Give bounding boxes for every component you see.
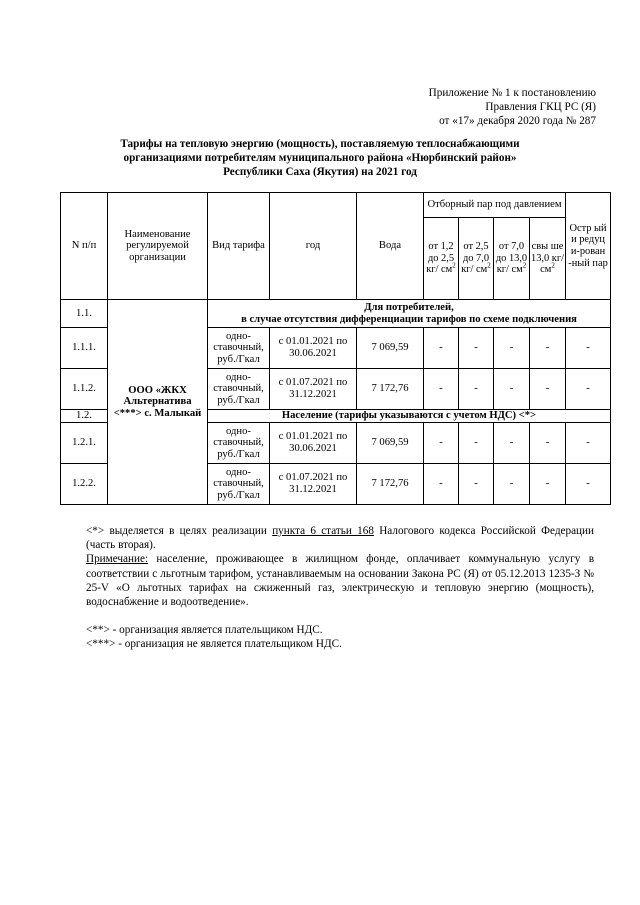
row-num: 1.2.1. [61, 423, 108, 464]
row-sharp-steam: - [566, 464, 611, 505]
spacer [86, 609, 594, 623]
note-remark [86, 552, 594, 609]
approval-line: от «17» декабря 2020 года № 287 [439, 115, 596, 127]
row-steam-3: - [494, 369, 530, 410]
note-text: Налогового кодекса Российской Федерации (часть вторая). [86, 525, 595, 552]
header-steam-1 [424, 218, 459, 300]
row-steam-3: - [494, 423, 530, 464]
row-tariff-type: одно-ставочный, руб./Гкал [208, 423, 270, 464]
document-title [60, 137, 580, 179]
organization-cell: ООО «ЖКХ Альтернатива <***> с. Малыкай [108, 300, 208, 505]
row-period: с 01.07.2021 по 31.12.2021 [270, 464, 357, 505]
superscript: 2 [452, 261, 456, 270]
note-text: <*> выделяется в целях реализации [86, 525, 267, 537]
row-water: 7 172,76 [357, 464, 424, 505]
title-line: Республики Саха (Якутия) на 2021 год [223, 166, 417, 178]
header-num: N п/п [61, 193, 108, 300]
row-water: 7 069,59 [357, 328, 424, 369]
header-steam-group: Отборный пар под давлением [424, 193, 566, 218]
header-steam-3-label: от 7,0 до 13,0 кг/ см [495, 241, 528, 276]
header-steam-4-label: свы ше 13,0 кг/ см [531, 241, 564, 276]
approval-line: Приложение № 1 к постановлению [428, 87, 596, 99]
row-tariff-type: одно-ставочный, руб./Гкал [208, 369, 270, 410]
note-vat-payer: <**> - организация является плательщиком НДС. [86, 624, 323, 637]
row-steam-2: - [459, 369, 494, 410]
section-label: Население (тарифы указываются с учетом НДС) <*> [208, 410, 611, 423]
row-num: 1.1.2. [61, 369, 108, 410]
row-steam-4: - [530, 464, 566, 505]
remark-label: Примечание: [86, 553, 149, 566]
row-steam-1: - [424, 423, 459, 464]
approval-block [429, 86, 596, 128]
section-row [61, 300, 611, 328]
row-water: 7 069,59 [357, 423, 424, 464]
row-num: 1.2.2. [61, 464, 108, 505]
header-steam-2 [459, 218, 494, 300]
header-steam-1-label: от 1,2 до 2,5 кг/ см [426, 241, 455, 276]
row-period: с 01.01.2021 по 30.06.2021 [270, 423, 357, 464]
row-sharp-steam: - [566, 328, 611, 369]
title-line: организациями потребителям муниципального района «Нюрбинский район» [123, 152, 517, 164]
section-num: 1.2. [61, 410, 108, 423]
tax-code-link[interactable]: пункта 6 статьи 168 [272, 525, 374, 537]
row-tariff-type: одно-ставочный, руб./Гкал [208, 464, 270, 505]
row-steam-2: - [459, 423, 494, 464]
section-label-line: в случае отсутствия дифференциации тарифов по схеме подключения [241, 313, 577, 325]
row-period: с 01.07.2021 по 31.12.2021 [270, 369, 357, 410]
row-steam-3: - [494, 328, 530, 369]
row-sharp-steam: - [566, 423, 611, 464]
note-vat-footnote [86, 524, 594, 552]
row-steam-2: - [459, 464, 494, 505]
superscript: 2 [487, 261, 491, 270]
section-num: 1.1. [61, 300, 108, 328]
header-sharp-steam: Остр ый и редуц и-рован -ный пар [566, 193, 611, 300]
approval-line: Правления ГКЦ РС (Я) [485, 101, 596, 113]
row-sharp-steam: - [566, 369, 611, 410]
header-steam-2-label: от 2,5 до 7,0 кг/ см [461, 241, 490, 276]
superscript: 2 [551, 261, 555, 270]
row-steam-4: - [530, 369, 566, 410]
row-steam-4: - [530, 328, 566, 369]
header-tariff-type: Вид тарифа [208, 193, 270, 300]
header-row [61, 193, 611, 218]
remark-text: население, проживающее в жилищном фонде, оплачивает коммунальную услугу в соответствии с льготным тарифом, устанавливаемым на основании Закона РС (Я) от 05.12.2013 1235-З № 25-V «О льготных тарифах на сжиженный газ, электрическую и тепловую энергию (мощность), водоснабжение и водоотведение». [86, 553, 594, 609]
header-steam-4 [530, 218, 566, 300]
row-num: 1.1.1. [61, 328, 108, 369]
row-water: 7 172,76 [357, 369, 424, 410]
section-label [208, 300, 611, 328]
row-steam-3: - [494, 464, 530, 505]
row-period: с 01.01.2021 по 30.06.2021 [270, 328, 357, 369]
row-steam-4: - [530, 423, 566, 464]
header-steam-3 [494, 218, 530, 300]
notes-block [86, 524, 594, 652]
row-tariff-type: одно-ставочный, руб./Гкал [208, 328, 270, 369]
section-label-line: Для потребителей, [364, 301, 454, 313]
header-organization: Наименование регулируемой организации [108, 193, 208, 300]
title-line: Тарифы на тепловую энергию (мощность), поставляемую теплоснабжающими [120, 138, 520, 150]
row-steam-1: - [424, 369, 459, 410]
header-water: Вода [357, 193, 424, 300]
row-steam-1: - [424, 464, 459, 505]
row-steam-2: - [459, 328, 494, 369]
superscript: 2 [522, 261, 527, 270]
note-vat-nonpayer: <***> - организация не является плательщиком НДС. [86, 638, 342, 651]
row-steam-1: - [424, 328, 459, 369]
header-year: год [270, 193, 357, 300]
tariff-table [60, 192, 611, 505]
